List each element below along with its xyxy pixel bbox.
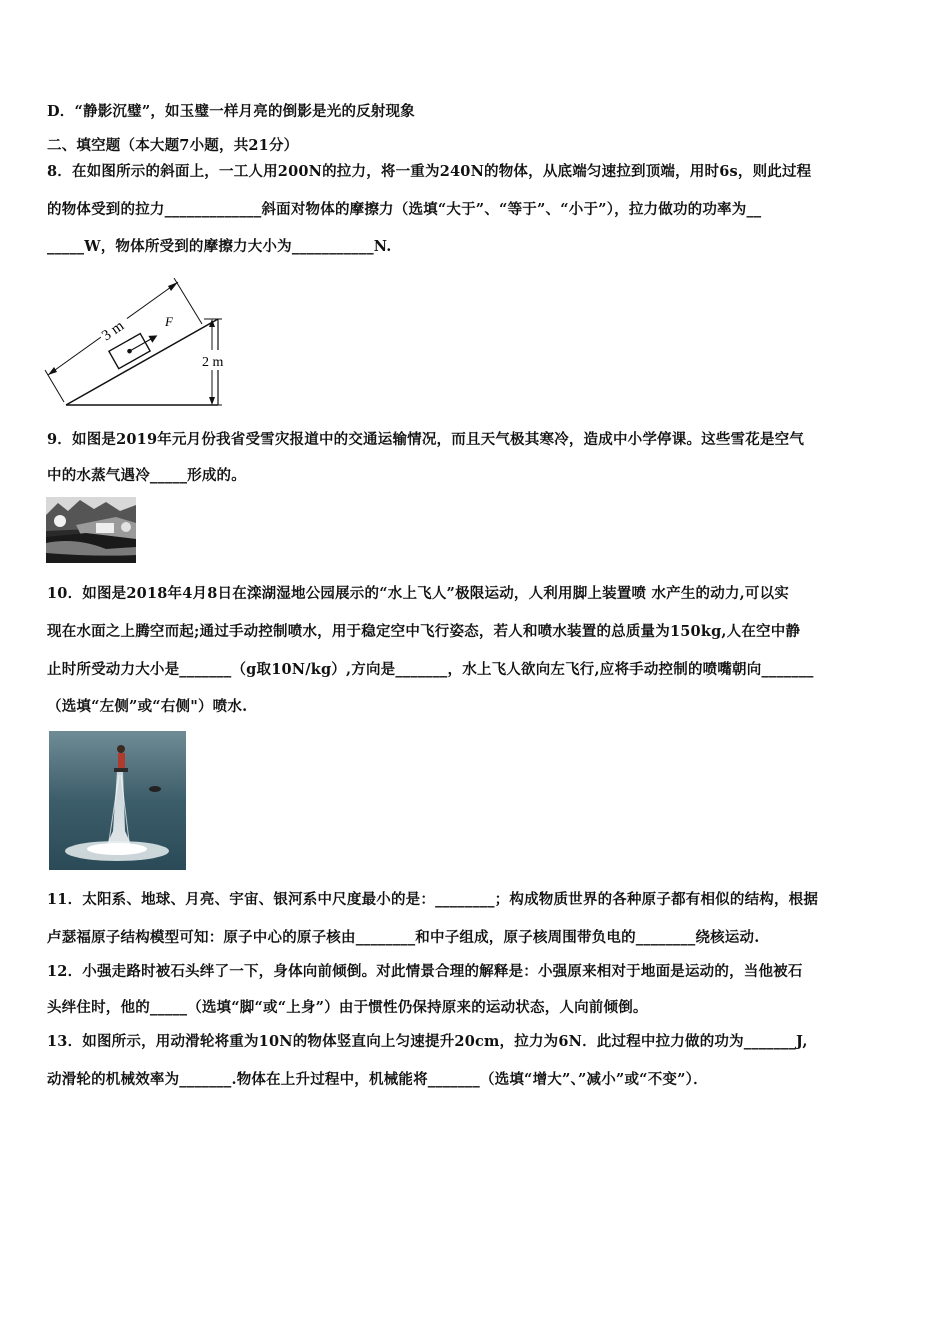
question-8-line-2: 的物体受到的拉力_____________斜面对物体的摩擦力（选填“大于”、“等于”、“小于”），拉力做功的功率为__ [47,201,762,218]
question-10-line-2: 现在水面之上腾空而起;通过手动控制喷水，用于稳定空中飞行姿态，若人和喷水装置的总质量为150kg,人在空中静 [47,623,801,640]
slope-length-label: 3 m [99,317,128,345]
question-9-line-1: 9．如图是2019年元月份我省受雪灾报道中的交通运输情况，而且天气极其寒冷，造成中小学停课。这些雪花是空气 [47,431,805,448]
question-13-line-2: 动滑轮的机械效率为_______.物体在上升过程中，机械能将_______（选填“增大”、”减小”或“不变”）． [47,1071,708,1088]
height-label: 2 m [202,355,224,370]
force-label: F [165,314,173,329]
incline-diagram [40,278,250,413]
question-12-line-2: 头绊住时，他的_____（选填“脚“或“上身”）由于惯性仍保持原来的运动状态，人向前倾倒。 [47,999,648,1016]
question-10-line-1: 10．如图是2018年4月8日在滦湖湿地公园展示的“水上飞人”极限运动，人利用脚上装置喷 水产生的动力,可以实 [47,585,789,602]
question-11-line-1: 11．太阳系、地球、月亮、宇宙、银河系中尺度最小的是：________；构成物质世界的各种原子都有相似的结构，根据 [47,891,819,908]
section-heading: 二、填空题（本大题7小题，共21分） [47,137,299,154]
question-8-line-3: _____W，物体所受到的摩擦力大小为___________N. [47,238,392,255]
question-11-line-2: 卢瑟福原子结构模型可知：原子中心的原子核由________和中子组成，原子核周围带负电的________绕核运动. [47,929,760,946]
question-13-line-1: 13．如图所示，用动滑轮将重为10N的物体竖直向上匀速提升20cm，拉力为6N．此过程中拉力做的功为_______J, [47,1033,808,1050]
question-8-line-1: 8．在如图所示的斜面上，一工人用200N的拉力，将一重为240N的物体，从底端匀速拉到顶端，用时6s，则此过程 [47,163,812,180]
snow-traffic-photo [46,497,136,563]
question-10-line-3: 止时所受动力大小是_______（g取10N/kg）,方向是_______，水上飞人欲向左飞行,应将手动控制的喷嘴朝向_______ [47,661,814,678]
question-9-line-2: 中的水蒸气遇冷_____形成的。 [47,467,246,484]
question-12-line-1: 12．小强走路时被石头绊了一下，身体向前倾倒。对此情景合理的解释是：小强原来相对于地面是运动的，当他被石 [47,963,803,980]
option-d: D．“静影沉璧”，如玉璧一样月亮的倒影是光的反射现象 [47,103,415,120]
flyboard-photo [49,731,186,870]
slope-line [66,319,218,405]
question-10-line-4: （选填“左侧”或“右侧"）喷水. [47,698,248,715]
